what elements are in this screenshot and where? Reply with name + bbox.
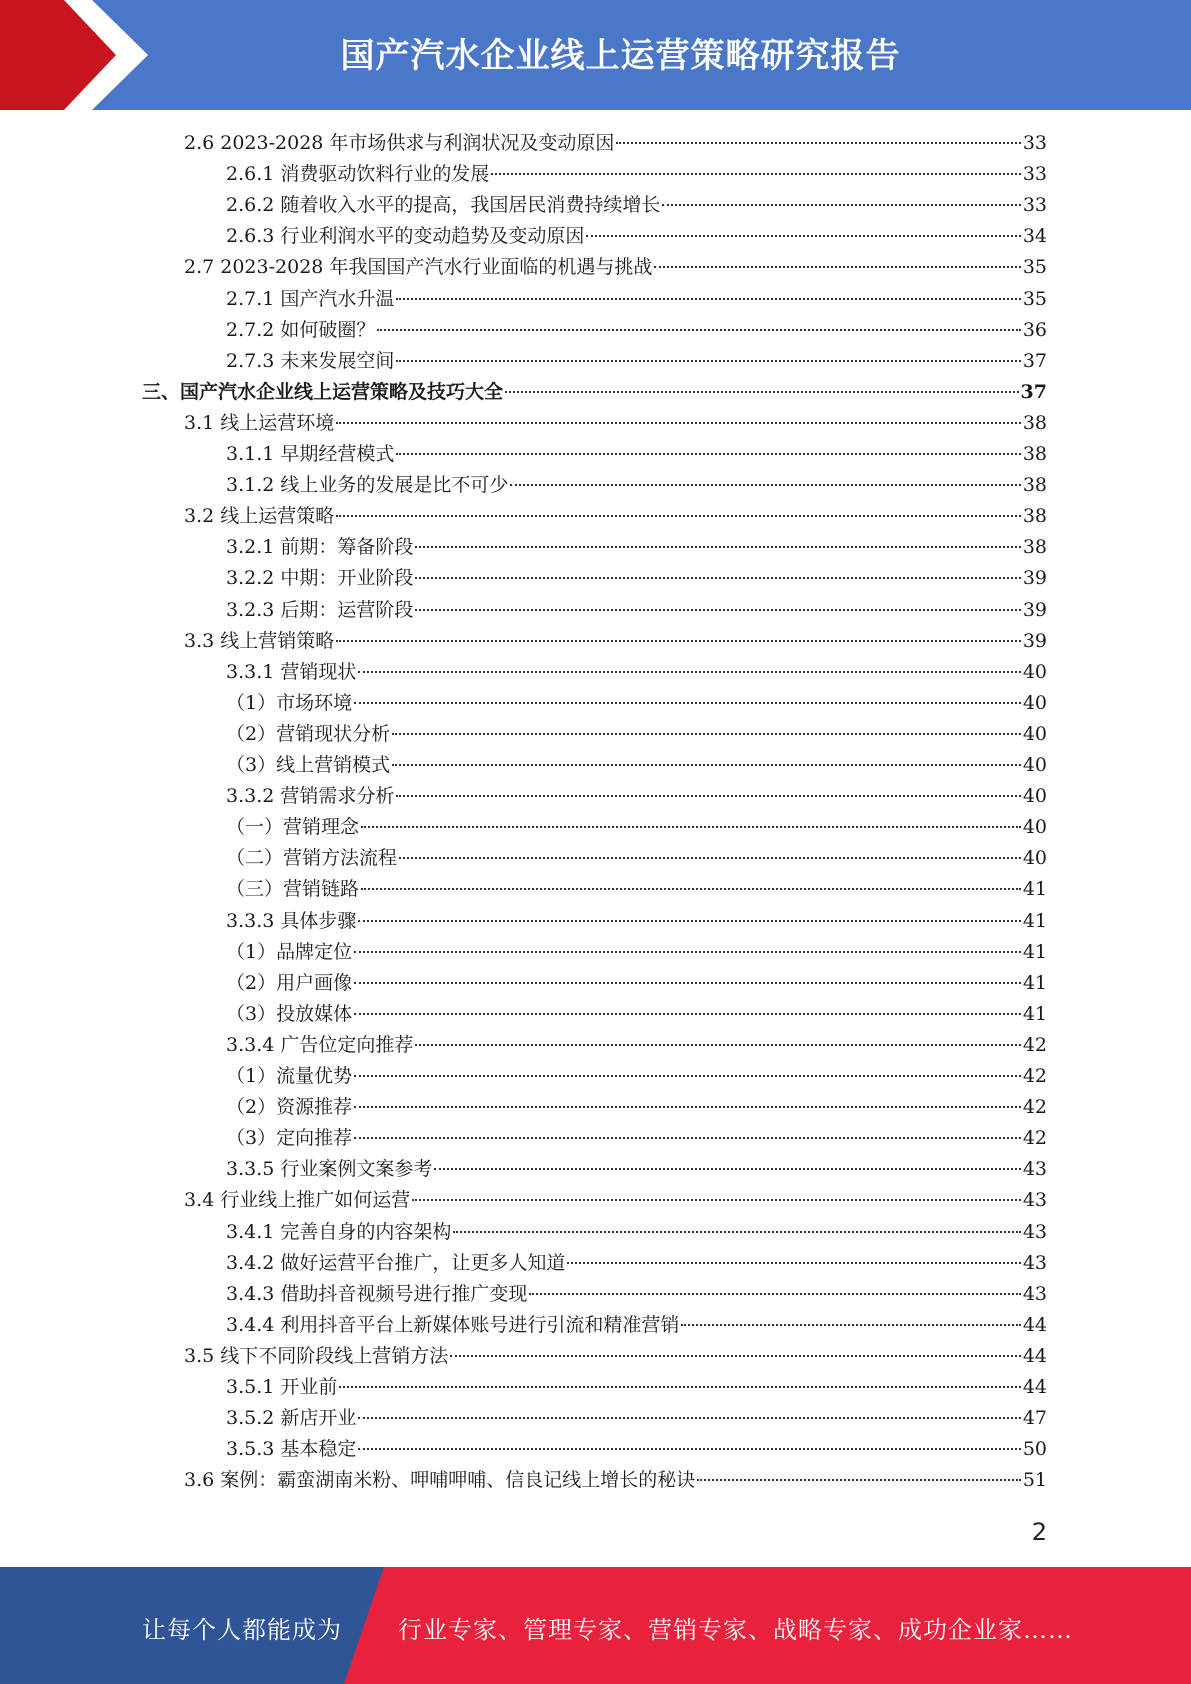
page-header (0, 0, 1191, 110)
toc-entry-page: 40 (1022, 754, 1047, 776)
toc-entry-page: 51 (1022, 1469, 1047, 1492)
toc-entry-page: 42 (1022, 1127, 1047, 1150)
toc-entry-page: 40 (1022, 691, 1047, 714)
toc-entry[interactable] (226, 346, 1047, 377)
toc-entry-page: 44 (1022, 1376, 1047, 1398)
toc-entry[interactable] (184, 1341, 1047, 1372)
toc-entry-page: 40 (1022, 847, 1047, 870)
toc-entry[interactable] (226, 315, 1047, 346)
toc-entry[interactable] (226, 968, 1047, 999)
toc-entry-page: 47 (1022, 1407, 1047, 1430)
toc-entry-label: （2）营销现状分析 (226, 722, 391, 745)
toc-entry[interactable] (226, 532, 1047, 563)
toc-entry-label: 2.6.1 消费驱动饮料行业的发展 (226, 163, 490, 186)
toc-entry-label: 2.6.2 随着收入水平的提高，我国居民消费持续增长 (226, 194, 661, 217)
toc-entry-label: 3.2.3 后期：运营阶段 (226, 598, 414, 621)
toc-entry-label: 3.3.5 行业案例文案参考 (226, 1158, 433, 1181)
toc-entry-page: 34 (1022, 225, 1047, 248)
toc-dot-leader (354, 951, 1021, 953)
toc-dot-leader (415, 1044, 1020, 1046)
toc-entry[interactable] (226, 1403, 1047, 1434)
toc-dot-leader (586, 235, 1020, 237)
toc-entry-label: （一）营销理念 (226, 816, 360, 839)
toc-entry-page: 39 (1022, 567, 1047, 590)
toc-entry-label: 3.2 线上运营策略 (184, 505, 335, 528)
toc-entry[interactable] (184, 626, 1047, 657)
toc-dot-leader (354, 1013, 1021, 1015)
toc-entry-page: 38 (1022, 505, 1047, 528)
toc-entry-label: 3.3 线上营销策略 (184, 629, 335, 652)
toc-dot-leader (412, 1199, 1021, 1201)
toc-entry[interactable] (226, 1279, 1047, 1310)
toc-dot-leader (396, 453, 1020, 455)
toc-entry-label: （1）市场环境 (226, 691, 353, 714)
toc-dot-leader (399, 857, 1021, 859)
toc-entry-label: （2）资源推荐 (226, 1096, 353, 1119)
toc-entry-label: （3）线上营销模式 (226, 754, 391, 776)
toc-entry[interactable] (226, 221, 1047, 252)
toc-entry-page: 38 (1022, 536, 1047, 559)
toc-entry[interactable] (226, 1030, 1047, 1061)
toc-entry[interactable] (226, 781, 1047, 812)
toc-entry-page: 35 (1022, 256, 1047, 279)
toc-entry[interactable] (226, 1123, 1047, 1154)
toc-entry-page: 33 (1022, 163, 1047, 186)
toc-dot-leader (415, 546, 1020, 548)
toc-entry[interactable] (226, 470, 1047, 501)
toc-entry-label: 3.4 行业线上推广如何运营 (184, 1189, 411, 1212)
toc-entry[interactable] (226, 937, 1047, 968)
toc-dot-leader (491, 173, 1020, 175)
toc-entry-label: 3.4.4 利用抖音平台上新媒体账号进行引流和精准营销 (226, 1313, 680, 1336)
toc-entry-page: 42 (1022, 1033, 1047, 1056)
toc-entry-page: 43 (1022, 1220, 1047, 1243)
page-footer (0, 1567, 1191, 1684)
chevron-arrow-icon (0, 0, 160, 110)
toc-entry[interactable] (226, 159, 1047, 190)
toc-dot-leader (358, 920, 1020, 922)
toc-entry-page: 38 (1022, 443, 1047, 465)
toc-dot-leader (450, 1355, 1021, 1357)
toc-entry-label: 3.6 案例：霸蛮湖南米粉、呷哺呷哺、信良记线上增长的秘诀 (184, 1469, 696, 1492)
toc-entry[interactable] (226, 719, 1047, 750)
toc-entry-page: 39 (1022, 598, 1047, 621)
toc-entry-label: 3.3.1 营销现状 (226, 660, 357, 683)
toc-dot-leader (354, 702, 1021, 704)
toc-entry[interactable] (184, 1185, 1047, 1216)
toc-entry-page: 40 (1022, 722, 1047, 745)
toc-entry-label: （3）定向推荐 (226, 1127, 353, 1150)
toc-entry[interactable] (226, 1092, 1047, 1123)
toc-dot-leader (396, 795, 1020, 797)
toc-entry-page: 40 (1022, 660, 1047, 683)
toc-entry[interactable] (226, 1372, 1047, 1403)
toc-entry-page: 33 (1022, 194, 1047, 217)
toc-entry[interactable] (184, 501, 1047, 532)
toc-dot-leader (662, 204, 1020, 206)
toc-entry-page: 40 (1022, 816, 1047, 839)
toc-entry-label: 3.5 线下不同阶段线上营销方法 (184, 1344, 449, 1367)
toc-dot-leader (396, 298, 1020, 300)
toc-entry[interactable] (226, 439, 1047, 470)
toc-entry[interactable] (226, 1310, 1047, 1341)
toc-entry-label: （三）营销链路 (226, 878, 360, 901)
toc-entry-label: 3.2.2 中期：开业阶段 (226, 567, 414, 590)
toc-entry[interactable] (226, 874, 1047, 905)
toc-entry-label: 3.5.1 开业前 (226, 1376, 338, 1398)
toc-entry-page: 37 (1020, 380, 1047, 403)
toc-dot-leader (358, 1448, 1020, 1450)
toc-entry-page: 38 (1022, 474, 1047, 497)
toc-entry[interactable] (184, 128, 1047, 159)
toc-entry-label: （二）营销方法流程 (226, 847, 398, 870)
toc-entry-page: 43 (1022, 1282, 1047, 1305)
toc-entry[interactable] (226, 688, 1047, 719)
toc-entry-page: 43 (1022, 1251, 1047, 1274)
page-number: 2 (1031, 1518, 1047, 1546)
toc-dot-leader (415, 577, 1020, 579)
toc-entry-page: 44 (1022, 1344, 1047, 1367)
toc-entry-label: 3.4.2 做好运营平台推广，让更多人知道 (226, 1251, 566, 1274)
toc-entry[interactable] (184, 1465, 1047, 1496)
toc-entry-label: 3.3.4 广告位定向推荐 (226, 1033, 414, 1056)
toc-dot-leader (697, 1479, 1021, 1481)
toc-dot-leader (392, 764, 1021, 766)
toc-dot-leader (361, 826, 1021, 828)
toc-entry[interactable] (226, 1217, 1047, 1248)
toc-entry-page: 41 (1022, 1002, 1047, 1025)
toc-entry[interactable] (184, 408, 1047, 439)
toc-entry-page: 50 (1022, 1438, 1047, 1461)
toc-entry-page: 41 (1022, 940, 1047, 963)
toc-dot-leader (681, 1324, 1020, 1326)
toc-entry[interactable] (226, 1154, 1047, 1185)
toc-entry-page: 44 (1022, 1313, 1047, 1336)
toc-dot-leader (336, 515, 1021, 517)
toc-dot-leader (616, 142, 1020, 144)
toc-dot-leader (505, 391, 1019, 393)
footer-slogan-left: 让每个人都能成为 (142, 1616, 342, 1644)
toc-entry[interactable] (226, 812, 1047, 843)
toc-dot-leader (510, 484, 1020, 486)
toc-entry-label: 3.4.3 借助抖音视频号进行推广变现 (226, 1282, 528, 1305)
toc-dot-leader (567, 1262, 1020, 1264)
toc-entry-page: 42 (1022, 1096, 1047, 1119)
toc-entry-label: 2.7.1 国产汽水升温 (226, 287, 395, 310)
toc-entry-page: 40 (1022, 785, 1047, 808)
toc-dot-leader (358, 671, 1020, 673)
toc-dot-leader (354, 1137, 1021, 1139)
toc-entry-label: （3）投放媒体 (226, 1002, 353, 1025)
toc-entry-page: 36 (1022, 318, 1047, 341)
toc-entry-page: 38 (1022, 411, 1047, 434)
toc-entry[interactable] (226, 999, 1047, 1030)
toc-entry-label: 3.3.3 具体步骤 (226, 909, 357, 932)
toc-entry-label: 3.4.1 完善自身的内容架构 (226, 1220, 452, 1243)
toc-entry-label: 2.6.3 行业利润水平的变动趋势及变动原因 (226, 225, 585, 248)
toc-entry-label: 3.1.1 早期经营模式 (226, 443, 395, 465)
toc-dot-leader (354, 1106, 1021, 1108)
toc-entry-label: 2.7 2023-2028 年我国国产汽水行业面临的机遇与挑战 (184, 256, 653, 279)
toc-dot-leader (396, 360, 1020, 362)
toc-entry-page: 37 (1022, 349, 1047, 372)
toc-entry-label: 三、国产汽水企业线上运营策略及技巧大全 (142, 380, 504, 403)
toc-dot-leader (392, 733, 1021, 735)
toc-dot-leader (415, 609, 1020, 611)
toc-entry[interactable] (226, 190, 1047, 221)
toc-entry-page: 35 (1022, 287, 1047, 310)
footer-slogan-right: 行业专家、管理专家、营销专家、战略专家、成功企业家…… (398, 1616, 1073, 1644)
toc-entry[interactable] (226, 906, 1047, 937)
toc-dot-leader (354, 1075, 1021, 1077)
toc-entry-label: 3.3.2 营销需求分析 (226, 785, 395, 808)
toc-entry-page: 43 (1022, 1189, 1047, 1212)
toc-dot-leader (336, 422, 1021, 424)
toc-entry-page: 41 (1022, 878, 1047, 901)
toc-entry[interactable] (226, 750, 1047, 781)
toc-entry-page: 39 (1022, 629, 1047, 652)
toc-entry-page: 33 (1022, 132, 1047, 154)
toc-entry-label: 3.5.2 新店开业 (226, 1407, 357, 1430)
toc-entry-label: （1）品牌定位 (226, 940, 353, 963)
toc-dot-leader (361, 888, 1021, 890)
toc-entry[interactable] (226, 595, 1047, 626)
toc-entry-label: 3.5.3 基本稳定 (226, 1438, 357, 1461)
toc-entry[interactable] (226, 1248, 1047, 1279)
toc-entry-label: 3.2.1 前期：筹备阶段 (226, 536, 414, 559)
toc-entry-label: 2.7.2 如何破圈？ (226, 318, 376, 341)
toc-entry-page: 41 (1022, 971, 1047, 994)
toc-entry[interactable] (226, 657, 1047, 688)
toc-entry[interactable] (226, 563, 1047, 594)
toc-dot-leader (377, 329, 1020, 331)
toc-entry-label: （1）流量优势 (226, 1065, 353, 1087)
toc-entry-page: 41 (1022, 909, 1047, 932)
toc-entry-page: 43 (1022, 1158, 1047, 1181)
report-title: 国产汽水企业线上运营策略研究报告 (340, 36, 901, 76)
toc-dot-leader (529, 1293, 1020, 1295)
toc-entry-label: 3.1 线上运营环境 (184, 411, 335, 434)
toc-dot-leader (654, 266, 1020, 268)
toc-entry-label: 2.7.3 未来发展空间 (226, 349, 395, 372)
toc-entry-label: （2）用户画像 (226, 971, 353, 994)
toc-dot-leader (354, 982, 1021, 984)
toc-entry[interactable] (226, 284, 1047, 315)
toc-dot-leader (434, 1168, 1020, 1170)
toc-entry[interactable] (184, 252, 1047, 283)
toc-dot-leader (339, 1386, 1020, 1388)
toc-entry[interactable] (226, 1434, 1047, 1465)
toc-entry[interactable] (142, 377, 1047, 408)
toc-entry[interactable] (226, 1061, 1047, 1092)
toc-entry[interactable] (226, 843, 1047, 874)
toc-dot-leader (336, 640, 1021, 642)
toc-entry-label: 2.6 2023-2028 年市场供求与利润状况及变动原因 (184, 132, 615, 154)
toc-dot-leader (358, 1417, 1020, 1419)
toc-entry-page: 42 (1022, 1065, 1047, 1087)
toc-dot-leader (453, 1231, 1020, 1233)
toc-entry-label: 3.1.2 线上业务的发展是比不可少 (226, 474, 509, 497)
